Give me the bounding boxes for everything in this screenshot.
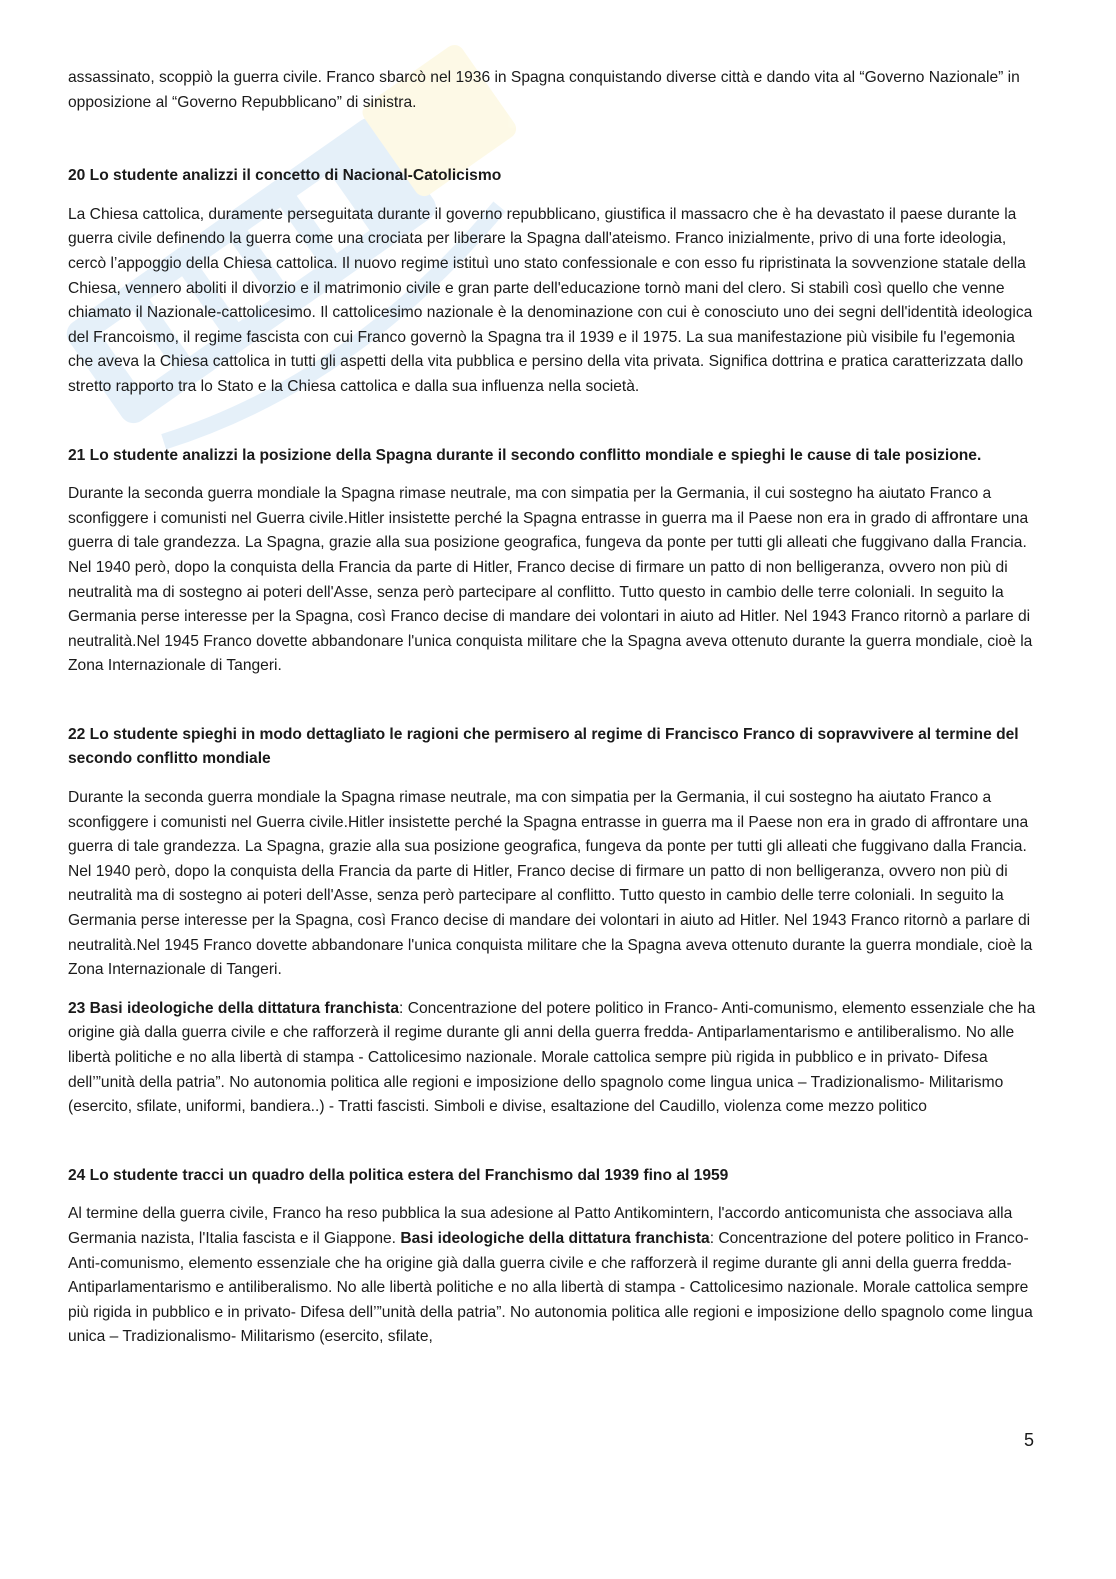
section-24-body-bold: Basi ideologiche della dittatura franchista — [400, 1229, 710, 1247]
section-21 — [68, 444, 1043, 679]
section-22-body: Durante la seconda guerra mondiale la Spagna rimase neutrale, ma con simpatia per la Germania, il cui sostegno ha aiutato Franco a sconfiggere i comunisti nel Guerra civile.Hitler insistette perché la Spagna entrasse in guerra ma il Paese non era in grado di affrontare una guerra di tale grandezza. La Spagna, grazie alla sua posizione geografica, fungeva da ponte per tutti gli alleati che fuggivano dalla Francia. Nel 1940 però, dopo la conquista della Francia da parte di Hitler, Franco decise di firmare un patto di non belligeranza, ovvero non più di neutralità ma di sostegno ai poteri dell'Asse, senza però partecipare al conflitto. Tutto questo in cambio delle terre coloniali. In seguito la Germania perse interesse per la Spagna, così Franco decise di mandare dei volontari in aiuto ad Hitler. Nel 1943 Franco ritornò a parlare di neutralità.Nel 1945 Franco dovette abbandonare l'unica conquista militare che la Spagna aveva ottenuto durante la guerra mondiale, cioè la Zona Internazionale di Tangeri. — [68, 789, 1033, 979]
section-22-heading: 22 Lo studente spieghi in modo dettagliato le ragioni che permisero al regime di Francisco Franco di sopravvivere al termine del secondo conflitto mondiale — [68, 725, 1019, 768]
section-20-heading: 20 Lo studente analizzi il concetto di Nacional-Catolicismo — [68, 167, 502, 185]
section-23-heading: 23 Basi ideologiche della dittatura franchista — [68, 999, 400, 1017]
section-21-heading: 21 Lo studente analizzi la posizione della Spagna durante il secondo conflitto mondiale e spieghi le cause di tale posizione. — [68, 446, 982, 464]
section-24-body-part2: : Concentrazione del potere politico in Franco- Anti-comunismo, elemento essenziale che ha origine già dalla guerra civile e che rafforzerà il regime durante gli anni della guerra fredda- Antiparlamentarismo e antiliberalismo. No alle libertà politiche e no alla libertà di stampa - Cattolicesimo nazionale. Morale cattolica sempre più rigida in pubblico e in privato- Difesa dell’”unità della patria”. No autonomia politica alle regioni e imposizione dello spagnolo come lingua unica – Tradizionalismo- Militarismo (esercito, sfilate, — [68, 1229, 1033, 1346]
section-23-body: : Concentrazione del potere politico in Franco- Anti-comunismo, elemento essenziale che ha origine già dalla guerra civile e che rafforzerà il regime durante gli anni della guerra fredda- Antiparlamentarismo e antiliberalismo. No alle libertà politiche e no alla libertà di stampa - Cattolicesimo nazionale. Morale cattolica sempre più rigida in pubblico e in privato- Difesa dell’”unità della patria”. No autonomia politica alle regioni e imposizione dello spagnolo come lingua unica – Tradizionalismo- Militarismo (esercito, sfilate, uniformi, bandiera..) - Tratti fascisti. Simboli e divise, esaltazione del Caudillo, violenza come mezzo politico — [68, 999, 1036, 1116]
document-page — [68, 66, 1043, 1350]
section-20 — [68, 164, 1043, 399]
page-number: 5 — [1024, 1430, 1035, 1450]
section-22 — [68, 723, 1043, 983]
intro-paragraph: assassinato, scoppiò la guerra civile. Franco sbarcò nel 1936 in Spagna conquistando diverse città e dando vita al “Governo Nazionale” in opposizione al “Governo Repubblicano” di sinistra. — [68, 69, 1020, 111]
section-20-body: La Chiesa cattolica, duramente perseguitata durante il governo repubblicano, giustifica il massacro che è ha devastato il paese durante la guerra civile definendo la guerra come una crociata per liberare la Spagna dall'ateismo. Franco inizialmente, privo di una forte ideologia, cercò l’appoggio della Chiesa cattolica. Il nuovo regime istituì uno stato confessionale e con esso fu ripristinata la sovvenzione statale della Chiesa, vennero aboliti il divorzio e il matrimonio civile e gran parte dell'educazione tornò mani del clero. Si stabilì così quello che venne chiamato il Nazionale-cattolicesimo. Il cattolicesimo nazionale è la denominazione con cui è conosciuto uno dei segni dell'identità ideologica del Francoismo, il regime fascista con cui Franco governò la Spagna tra il 1939 e il 1975. La sua manifestazione più visibile fu l'egemonia che aveva la Chiesa cattolica in tutti gli aspetti della vita pubblica e persino della vita privata. Significa dottrina e pratica caratterizzata dallo stretto rapporto tra lo Stato e la Chiesa cattolica e dalla sua influenza nella società. — [68, 205, 1033, 395]
section-24-body — [68, 1202, 1043, 1350]
section-24 — [68, 1164, 1043, 1350]
section-24-body-part1: Al termine della guerra civile, Franco ha reso pubblica la sua adesione al Patto Antikomintern, l'accordo anticomunista che associava alla Germania nazista, l'Italia fascista e il Giappone. — [68, 1205, 1013, 1247]
section-24-heading: 24 Lo studente tracci un quadro della politica estera del Franchismo dal 1939 fino al 1959 — [68, 1166, 729, 1184]
section-23-paragraph — [68, 997, 1043, 1120]
section-21-body: Durante la seconda guerra mondiale la Spagna rimase neutrale, ma con simpatia per la Germania, il cui sostegno ha aiutato Franco a sconfiggere i comunisti nel Guerra civile.Hitler insistette perché la Spagna entrasse in guerra ma il Paese non era in grado di affrontare una guerra di tale grandezza. La Spagna, grazie alla sua posizione geografica, fungeva da ponte per tutti gli alleati che fuggivano dalla Francia. Nel 1940 però, dopo la conquista della Francia da parte di Hitler, Franco decise di firmare un patto di non belligeranza, ovvero non più di neutralità ma di sostegno ai poteri dell'Asse, senza però partecipare al conflitto. Tutto questo in cambio delle terre coloniali. In seguito la Germania perse interesse per la Spagna, così Franco decise di mandare dei volontari in aiuto ad Hitler. Nel 1943 Franco ritornò a parlare di neutralità.Nel 1945 Franco dovette abbandonare l'unica conquista militare che la Spagna aveva ottenuto durante la guerra mondiale, cioè la Zona Internazionale di Tangeri. — [68, 485, 1033, 675]
section-23 — [68, 997, 1043, 1120]
